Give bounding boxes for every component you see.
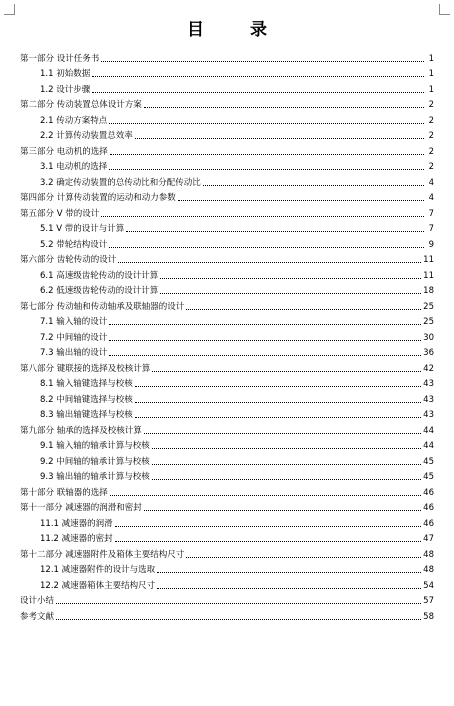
toc-subsection-entry[interactable] <box>20 560 434 576</box>
dot-leader <box>110 154 424 155</box>
toc-entry-title: 7.3 输出轴的设计 <box>40 348 108 358</box>
toc-entry-title: 11.1 减速器的润滑 <box>40 518 113 529</box>
toc-entry-title: 11.2 减速器的密封 <box>40 534 113 544</box>
toc-section-entry[interactable] <box>20 188 434 204</box>
toc-entry-title: 12.1 减速器附件的设计与选取 <box>40 565 156 575</box>
toc-entry-title: 8.2 中间轴键选择与校核 <box>40 394 133 405</box>
toc-section-entry[interactable] <box>20 482 434 498</box>
toc-page-number: 1 <box>428 69 434 79</box>
toc-page-number: 2 <box>428 162 434 172</box>
toc-subsection-entry[interactable] <box>20 405 434 421</box>
toc-entry-title: 8.1 输入轴键选择与校核 <box>40 379 133 389</box>
dot-leader <box>110 495 421 496</box>
toc-entry-title: 1.1 初始数据 <box>40 69 91 79</box>
table-of-contents <box>20 48 434 622</box>
toc-subsection-entry[interactable] <box>20 343 434 359</box>
toc-subsection-entry[interactable] <box>20 79 434 95</box>
dot-leader <box>160 278 421 279</box>
dot-leader <box>152 479 421 480</box>
toc-section-entry[interactable] <box>20 544 434 560</box>
toc-section-entry[interactable] <box>20 420 434 436</box>
toc-subsection-entry[interactable] <box>20 436 434 452</box>
toc-section-entry[interactable] <box>20 591 434 607</box>
dot-leader <box>101 61 424 62</box>
toc-page-number: 58 <box>423 611 434 622</box>
dot-leader <box>135 138 424 139</box>
dot-leader <box>144 107 424 108</box>
toc-section-entry[interactable] <box>20 296 434 312</box>
dot-leader <box>115 526 422 527</box>
toc-subsection-entry[interactable] <box>20 327 434 343</box>
toc-page-number: 2 <box>428 146 434 157</box>
dot-leader <box>109 169 424 170</box>
dot-leader <box>109 123 424 124</box>
toc-section-entry[interactable] <box>20 498 434 514</box>
toc-page-number: 44 <box>423 441 434 451</box>
toc-entry-title: 9.2 中间轴的轴承计算与校核 <box>40 456 150 467</box>
toc-entry-title: 第五部分 V 带的设计 <box>20 208 100 219</box>
toc-page-number: 43 <box>423 394 434 405</box>
toc-entry-title: 7.2 中间轴的设计 <box>40 332 108 343</box>
toc-page-number: 1 <box>428 84 434 95</box>
toc-entry-title: 第八部分 键联接的选择及校核计算 <box>20 363 151 374</box>
toc-entry-title: 第二部分 传动装置总体设计方案 <box>20 100 142 110</box>
dot-leader <box>186 309 421 310</box>
toc-entry-title: 参考文献 <box>20 611 55 622</box>
toc-subsection-entry[interactable] <box>20 467 434 483</box>
toc-subsection-entry[interactable] <box>20 529 434 545</box>
dot-leader <box>135 402 421 403</box>
toc-page-number: 45 <box>423 456 434 467</box>
toc-entry-title: 6.2 低速级齿轮传动的设计计算 <box>40 286 159 296</box>
toc-entry-title: 第六部分 齿轮传动的设计 <box>20 255 117 265</box>
dot-leader <box>101 216 424 217</box>
toc-page-number: 44 <box>423 425 434 436</box>
toc-subsection-entry[interactable] <box>20 64 434 80</box>
toc-title: 目 录 <box>187 20 287 40</box>
dot-leader <box>178 200 424 201</box>
margin-mark-top-right <box>439 4 450 15</box>
toc-subsection-entry[interactable] <box>20 265 434 281</box>
dot-leader <box>56 619 421 620</box>
toc-subsection-entry[interactable] <box>20 172 434 188</box>
toc-page-number: 25 <box>423 317 434 327</box>
toc-entry-title: 第九部分 轴承的选择及校核计算 <box>20 425 142 436</box>
toc-subsection-entry[interactable] <box>20 389 434 405</box>
toc-entry-title: 5.2 带轮结构设计 <box>40 239 108 250</box>
toc-page-number: 46 <box>423 518 434 529</box>
toc-page-number: 4 <box>428 193 434 203</box>
toc-entry-title: 第七部分 传动轴和传动轴承及联轴器的设计 <box>20 301 185 312</box>
toc-subsection-entry[interactable] <box>20 513 434 529</box>
toc-entry-title: 第十二部分 减速器附件及箱体主要结构尺寸 <box>20 549 185 560</box>
toc-entry-title: 第三部分 电动机的选择 <box>20 146 108 157</box>
toc-entry-title: 第一部分 设计任务书 <box>20 53 100 64</box>
toc-entry-title: 第十部分 联轴器的选择 <box>20 487 108 498</box>
toc-page-number: 1 <box>428 53 434 64</box>
toc-subsection-entry[interactable] <box>20 374 434 390</box>
toc-page-number: 45 <box>423 472 434 482</box>
toc-page-number: 47 <box>423 534 434 544</box>
toc-page-number: 9 <box>428 239 434 250</box>
toc-page-number: 36 <box>423 348 434 358</box>
dot-leader <box>144 510 421 511</box>
toc-page-number: 46 <box>423 503 434 513</box>
toc-section-entry[interactable] <box>20 48 434 64</box>
toc-subsection-entry[interactable] <box>20 157 434 173</box>
dot-leader <box>157 588 421 589</box>
toc-section-entry[interactable] <box>20 358 434 374</box>
toc-entry-title: 第四部分 计算传动装置的运动和动力参数 <box>20 193 176 203</box>
dot-leader <box>144 433 421 434</box>
toc-page-number: 54 <box>423 580 434 591</box>
dot-leader <box>109 324 421 325</box>
toc-entry-title: 6.1 高速级齿轮传动的设计计算 <box>40 270 159 281</box>
toc-entry-title: 设计小结 <box>20 596 55 606</box>
toc-entry-title: 9.3 输出轴的轴承计算与校核 <box>40 472 150 482</box>
dot-leader <box>186 557 421 558</box>
toc-subsection-entry[interactable] <box>20 281 434 297</box>
toc-page-number: 43 <box>423 379 434 389</box>
toc-section-entry[interactable] <box>20 141 434 157</box>
toc-page-number: 30 <box>423 332 434 343</box>
toc-section-entry[interactable] <box>20 250 434 266</box>
toc-page-number: 46 <box>423 487 434 498</box>
toc-entry-title: 12.2 减速器箱体主要结构尺寸 <box>40 580 156 591</box>
toc-subsection-entry[interactable] <box>20 451 434 467</box>
toc-subsection-entry[interactable] <box>20 312 434 328</box>
toc-entry-title: 2.2 计算传动装置总效率 <box>40 131 133 141</box>
toc-page-number: 25 <box>423 301 434 312</box>
dot-leader <box>56 603 421 604</box>
toc-section-entry[interactable] <box>20 606 434 622</box>
toc-entry-title: 3.1 电动机的选择 <box>40 162 108 172</box>
dot-leader <box>92 76 424 77</box>
toc-entry-title: 9.1 输入轴的轴承计算与校核 <box>40 441 150 451</box>
toc-entry-title: 第十一部分 减速器的润滑和密封 <box>20 503 142 513</box>
toc-page-number: 7 <box>428 224 434 234</box>
toc-subsection-entry[interactable] <box>20 219 434 235</box>
toc-section-entry[interactable] <box>20 203 434 219</box>
dot-leader <box>160 293 421 294</box>
toc-section-entry[interactable] <box>20 95 434 111</box>
toc-page-number: 11 <box>423 270 434 281</box>
toc-entry-title: 1.2 设计步骤 <box>40 84 91 95</box>
toc-subsection-entry[interactable] <box>20 110 434 126</box>
dot-leader <box>109 247 424 248</box>
toc-page-number: 4 <box>428 177 434 188</box>
toc-page-number: 48 <box>423 565 434 575</box>
dot-leader <box>135 417 421 418</box>
dot-leader <box>126 231 424 232</box>
toc-page-number: 42 <box>423 363 434 374</box>
toc-entry-title: 7.1 输入轴的设计 <box>40 317 108 327</box>
toc-page-number: 2 <box>428 115 434 126</box>
dot-leader <box>152 448 421 449</box>
dot-leader <box>157 572 421 573</box>
dot-leader <box>118 262 421 263</box>
toc-subsection-entry[interactable] <box>20 234 434 250</box>
toc-subsection-entry[interactable] <box>20 126 434 142</box>
toc-entry-title: 3.2 确定传动装置的总传动比和分配传动比 <box>40 177 201 188</box>
dot-leader <box>92 92 424 93</box>
dot-leader <box>115 541 422 542</box>
toc-entry-title: 5.1 V 带的设计与计算 <box>40 224 125 234</box>
dot-leader <box>152 371 421 372</box>
dot-leader <box>109 355 421 356</box>
toc-entry-title: 8.3 输出轴键选择与校核 <box>40 410 133 420</box>
toc-page-number: 43 <box>423 410 434 420</box>
toc-page-number: 18 <box>423 286 434 296</box>
toc-page-number: 11 <box>423 255 434 265</box>
toc-subsection-entry[interactable] <box>20 575 434 591</box>
dot-leader <box>109 340 421 341</box>
toc-page-number: 57 <box>423 596 434 606</box>
dot-leader <box>203 185 424 186</box>
dot-leader <box>135 386 421 387</box>
dot-leader <box>152 464 421 465</box>
toc-page-number: 2 <box>428 131 434 141</box>
margin-mark-top-left <box>4 4 15 15</box>
toc-entry-title: 2.1 传动方案特点 <box>40 115 108 126</box>
toc-page-number: 48 <box>423 549 434 560</box>
toc-page-number: 2 <box>428 100 434 110</box>
toc-page-number: 7 <box>428 208 434 219</box>
